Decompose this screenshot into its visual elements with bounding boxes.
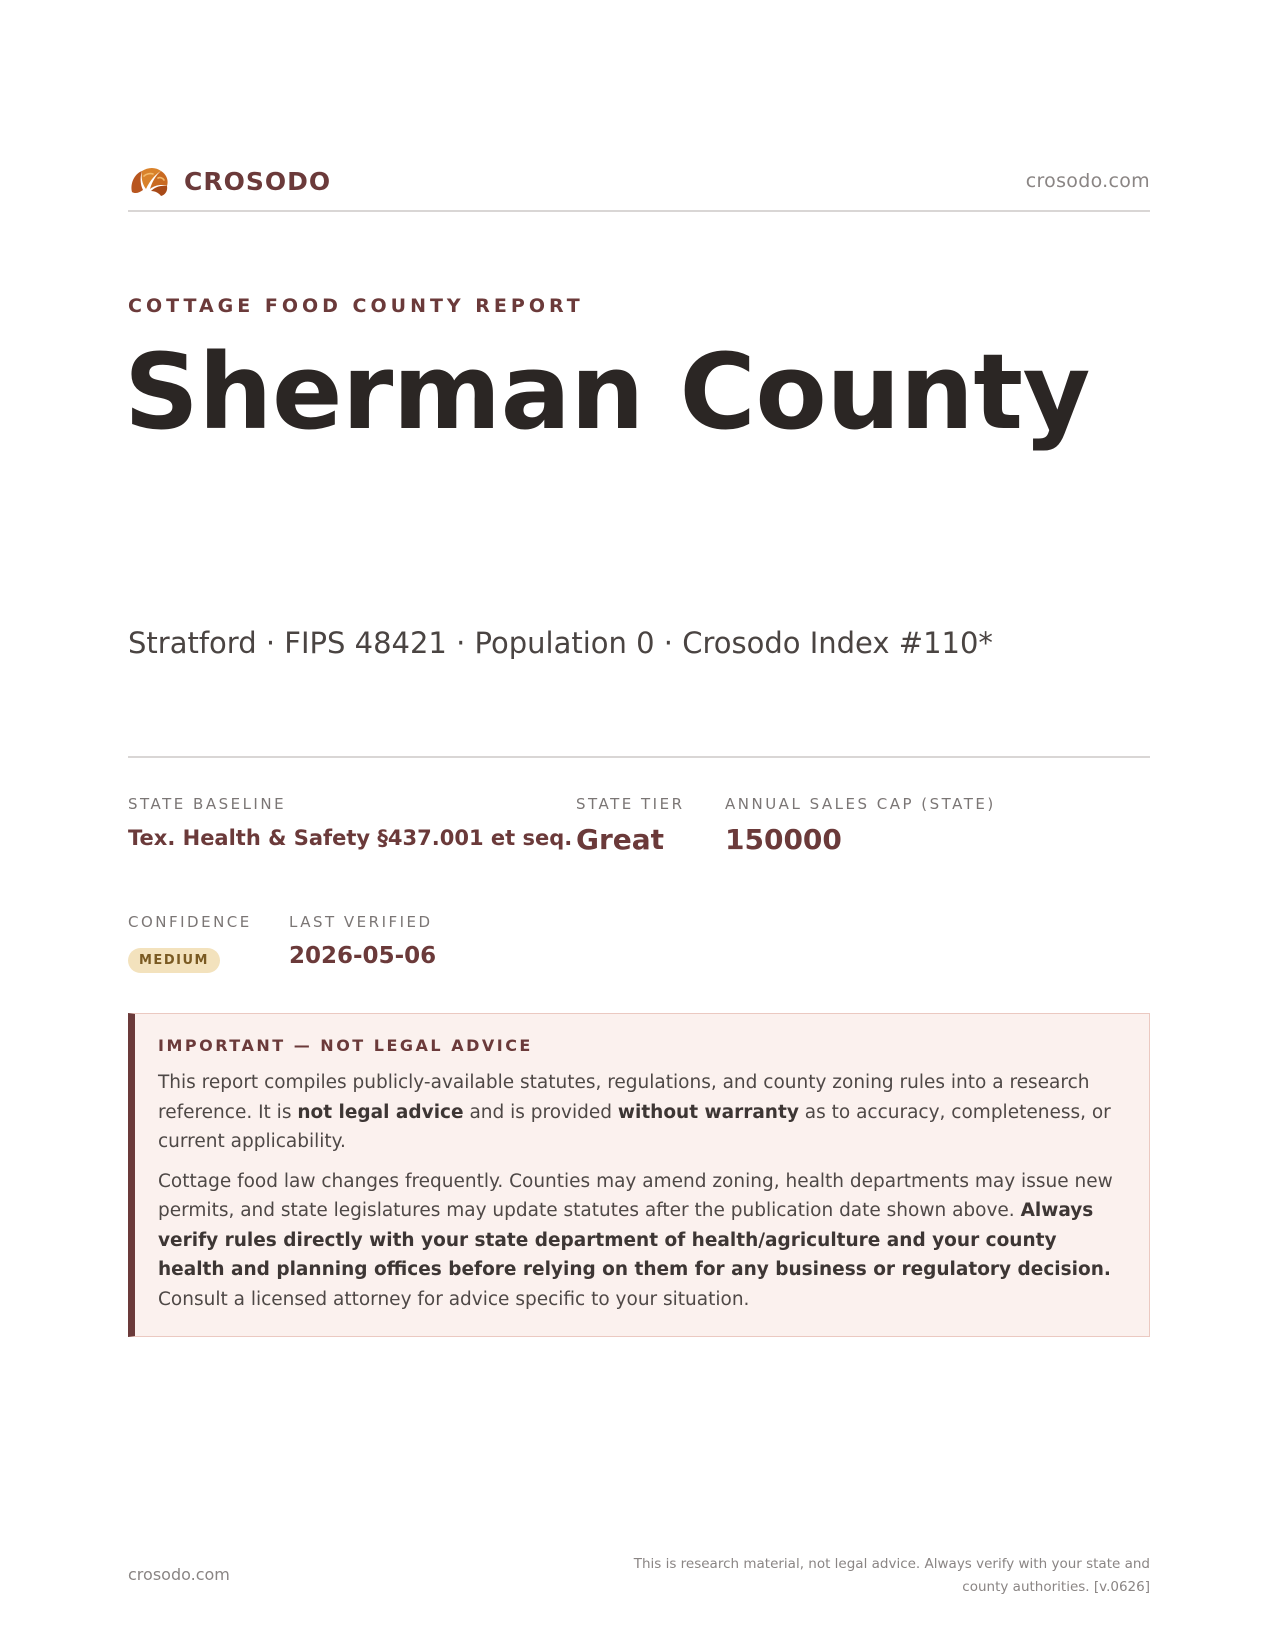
fact-label: CONFIDENCE	[128, 913, 252, 931]
county-title: Sherman County	[124, 331, 1090, 453]
croissant-icon	[128, 162, 170, 200]
notice-text: and is provided	[463, 1101, 618, 1123]
footer-url[interactable]: crosodo.com	[128, 1565, 230, 1584]
notice-emphasis: not legal advice	[297, 1101, 464, 1123]
brand[interactable]	[128, 162, 331, 200]
fact-state-tier	[576, 795, 685, 856]
notice-title: IMPORTANT — NOT LEGAL ADVICE	[158, 1036, 533, 1055]
fact-state-baseline	[128, 795, 572, 850]
fact-label: ANNUAL SALES CAP (STATE)	[725, 795, 996, 813]
report-eyebrow: COTTAGE FOOD COUNTY REPORT	[128, 295, 584, 317]
fact-confidence	[128, 913, 252, 973]
fact-label: STATE BASELINE	[128, 795, 287, 813]
fact-label: STATE TIER	[576, 795, 685, 813]
notice-paragraph	[158, 1068, 1127, 1157]
page-header	[128, 158, 1150, 204]
fact-label: LAST VERIFIED	[289, 913, 433, 931]
fact-value: Tex. Health & Safety §437.001 et seq.	[128, 826, 573, 850]
fact-sales-cap	[725, 795, 996, 856]
notice-text: This report compiles publicly-available statutes, regulations, and county zoning rules into a research reference. It is	[158, 1072, 1090, 1123]
notice-emphasis: without warranty	[617, 1101, 799, 1123]
notice-paragraph	[158, 1167, 1127, 1315]
legal-notice	[128, 1013, 1150, 1337]
fact-value: 150000	[725, 823, 842, 856]
fact-last-verified	[289, 913, 436, 969]
site-url[interactable]: crosodo.com	[1025, 170, 1150, 192]
header-divider	[128, 210, 1150, 212]
confidence-badge: MEDIUM	[128, 948, 220, 973]
notice-emphasis: Always verify rules directly with your state department of health/agriculture and your county health and planning offices before relying on them for any business or regulatory decision.	[158, 1200, 1111, 1280]
fact-value: 2026-05-06	[289, 943, 437, 969]
footer-disclaimer: This is research material, not legal advice. Always verify with your state and county authorities. [v.0626]	[633, 1556, 1150, 1595]
section-divider	[128, 756, 1150, 758]
notice-text: Cottage food law changes frequently. Counties may amend zoning, health departments may issue new permits, and state legislatures may update statutes after the publication date shown above.	[158, 1170, 1113, 1221]
notice-text: as to accuracy, completeness, or current applicability.	[158, 1101, 1111, 1152]
brand-name: CROSODO	[184, 166, 332, 196]
county-subtitle: Stratford · FIPS 48421 · Population 0 · Crosodo Index #110*	[128, 626, 993, 660]
fact-value: Great	[576, 823, 665, 856]
notice-text: Consult a licensed attorney for advice specific to your situation.	[158, 1288, 750, 1310]
report-page	[124, 0, 1150, 1650]
